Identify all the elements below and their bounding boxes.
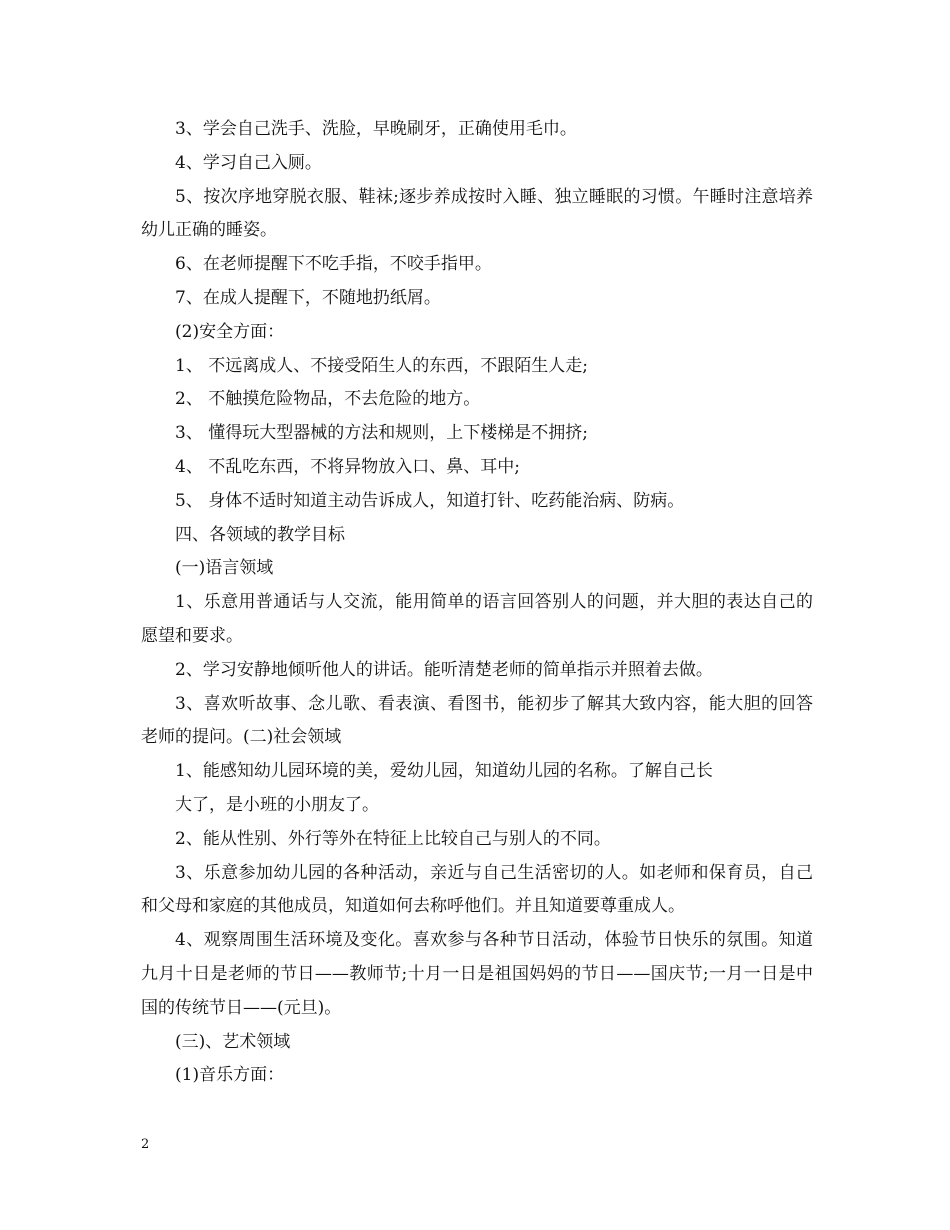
paragraph: 2、学习安静地倾听他人的讲话。能听清楚老师的简单指示并照着去做。 (175, 659, 713, 680)
paragraph: 2、能从性别、外行等外在特征上比较自己与别人的不同。 (175, 828, 611, 849)
paragraph: 1、乐意用普通话与人交流，能用简单的语言回答别人的问题，并大胆的表达自己的愿望和要求。 (141, 592, 813, 646)
list-item: 1、 不远离成人、不接受陌生人的东西，不跟陌生人走; (175, 355, 588, 376)
paragraph: 5、按次序地穿脱衣服、鞋袜;逐步养成按时入睡、独立睡眠的习惯。午睡时注意培养幼儿正确的睡姿。 (141, 186, 813, 241)
page-number: 2 (141, 1137, 150, 1152)
paragraph: 3、学会自己洗手、洗脸，早晚刷牙，正确使用毛巾。 (175, 119, 577, 139)
paragraph: 4、学习自己入厕。 (175, 152, 322, 173)
list-item: 5、 身体不适时知道主动告诉成人，知道打针、吃药能治病、防病。 (175, 490, 685, 511)
section-heading: 四、各领域的教学目标 (175, 524, 345, 545)
paragraph: 4、观察周围生活环境及变化。喜欢参与各种节日活动，体验节日快乐的氛围。知道九月十日是老师的节日——教师节;十月一日是祖国妈妈的节日——国庆节;一月一日是中国的传统节日——(元旦)。 (141, 930, 813, 1018)
paragraph: 1、能感知幼儿园环境的美，爱幼儿园，知道幼儿园的名称。了解自己长 (175, 761, 713, 782)
list-item: 2、 不触摸危险物品，不去危险的地方。 (175, 389, 481, 410)
list-item: 4、 不乱吃东西，不将异物放入口、鼻、耳中; (175, 456, 520, 477)
section-heading: (2)安全方面： (175, 321, 285, 342)
section-heading: (一)语言领域 (175, 558, 274, 579)
paragraph: 3、喜欢听故事、念儿歌、看表演、看图书，能初步了解其大致内容，能大胆的回答老师的提问。(二)社会领域 (141, 693, 813, 748)
paragraph: 7、在成人提醒下，不随地扔纸屑。 (175, 287, 441, 308)
list-item: 3、 懂得玩大型器械的方法和规则，上下楼梯是不拥挤; (175, 423, 588, 444)
section-heading: (1)音乐方面： (175, 1065, 285, 1086)
paragraph: 大了，是小班的小朋友了。 (175, 794, 379, 815)
paragraph: 6、在老师提醒下不吃手指，不咬手指甲。 (175, 254, 492, 275)
section-heading: (三)、艺术领域 (175, 1031, 291, 1052)
paragraph: 3、乐意参加幼儿园的各种活动，亲近与自己生活密切的人。如老师和保育员，自己和父母和家庭的其他成员，知道如何去称呼他们。并且知道要尊重成人。 (141, 862, 813, 917)
document-body (141, 113, 813, 1093)
